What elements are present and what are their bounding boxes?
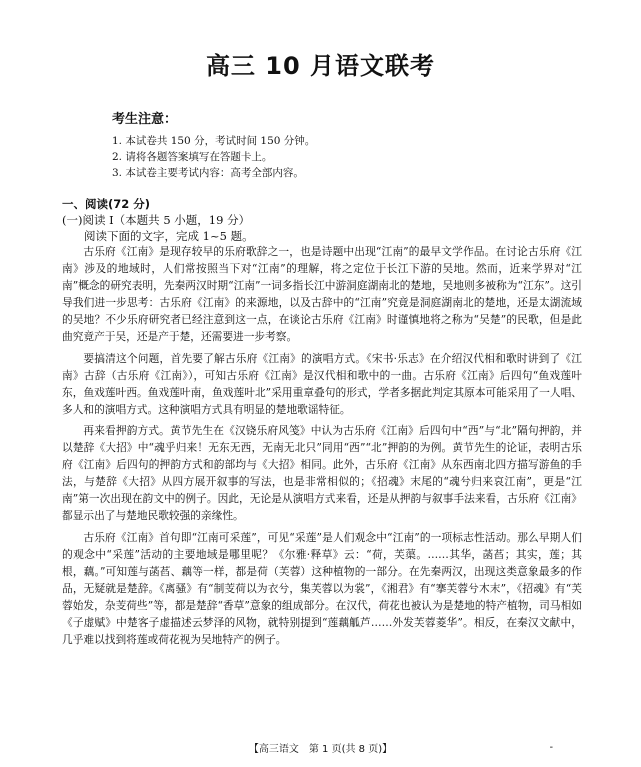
passage-paragraph: 再来看押韵方式。黄节先生在《汉铙乐府风笺》中认为古乐府《江南》后四句中“西”与“北”隔句押韵，并以楚辞《大招》中“魂乎归来！无东无西，无南无北只”同用“西”“北”押韵的为例。黄节先生的论证，表明古乐府《江南》后四句的押韵方式和韵部均与《大招》相同。此外，古乐府《江南》从东西南北四方描写游鱼的手法，与楚辞《大招》从四方展开叙事的写法，也是非常相似的；《招魂》末尾的“魂兮归来哀江南”，更是“江南”第一次出现在韵文中的例子。因此，无论是从演唱方式来看，还是从押韵与叙事手法来看，古乐府《江南》都显示出了与楚地民歌较强的亲缘性。 — [62, 423, 582, 523]
notice-item: 1. 本试卷共 150 分，考试时间 150 分钟。 — [112, 135, 316, 147]
footer-mark: - — [549, 742, 553, 753]
passage-paragraph: 古乐府《江南》是现存较早的乐府歌辞之一，也是诗题中出现“江南”的最早文学作品。在讨论古乐府《江南》涉及的地域时，人们常按照当下对“江南”的理解，将之定位于长江下游的吴地。然而，近来学界对“江南”概念的研究表明，先秦两汉时期“江南”一词多指长江中游洞庭湖南北的楚地，吴地则多被称为“江东”。这引导我们进一步思考：古乐府《江南》的来源地，以及古辞中的“江南”究竟是洞庭湖南北的楚地，还是太湖流域的吴地？不少乐府研究者已经注意到这一点，在谈论古乐府《江南》时谨慎地将之称为“吴楚”的民歌，但是此曲究竟产于吴，还是产于楚，还需要进一步考察。 — [62, 245, 582, 344]
notice-item: 2. 请将各题答案填写在答题卡上。 — [112, 151, 273, 163]
candidate-notice — [112, 108, 532, 181]
passage — [62, 243, 582, 652]
passage-paragraph: 古乐府《江南》首句即“江南可采莲”，可见“采莲”是人们观念中“江南”的一项标志性活动。那么早期人们的观念中“采莲”活动的主要地域是哪里呢？《尔雅·释草》云：“荷，芙蕖。……其华，菡萏；其实，莲；其根，藕。”可知莲与菡萏、藕等一样，都是荷（芙蓉）这种植物的一部分。在先秦两汉，出现这类意象最多的作品，无疑就是楚辞。《离骚》有“制芰荷以为衣兮，集芙蓉以为裳”，《湘君》有“搴芙蓉兮木末”，《招魂》有“芙蓉始发，杂芰荷些”等，都是楚辞“香草”意象的组成部分。在汉代，荷花也被认为是楚地的特产植物，司马相如《子虚赋》中楚客子虚描述云梦泽的风物，就特别提到“莲藕觚芦……外发芙蓉菱华”。相反，在秦汉文献中，几乎难以找到将莲或荷花视为吴地特产的例子。 — [62, 530, 582, 647]
subsection-heading: (一)阅读 I（本题共 5 小题，19 分） — [62, 213, 251, 227]
notice-item: 3. 本试卷主要考试内容：高考全部内容。 — [112, 167, 304, 179]
section-heading: 一、阅读(72 分) — [62, 197, 151, 211]
exam-title: 高三 10 月语文联考 — [205, 52, 436, 80]
page-footer: 【高三语文 第 1 页(共 8 页)】 — [248, 744, 393, 755]
reading-instruction: 阅读下面的文字，完成 1~5 题。 — [84, 229, 254, 243]
passage-paragraph: 要搞清这个问题，首先要了解古乐府《江南》的演唱方式。《宋书·乐志》在介绍汉代相和歌时讲到了《江南》古辞（古乐府《江南》），可知古乐府《江南》是汉代相和歌中的一曲。古乐府《江南》后四句“鱼戏莲叶东，鱼戏莲叶西。鱼戏莲叶南，鱼戏莲叶北”采用重章叠句的形式，学者多据此判定其原本可能采用了一人唱、多人和的演唱方式。这种演唱方式具有明显的楚地歌谣特征。 — [62, 351, 582, 416]
notice-heading: 考生注意： — [112, 112, 178, 127]
